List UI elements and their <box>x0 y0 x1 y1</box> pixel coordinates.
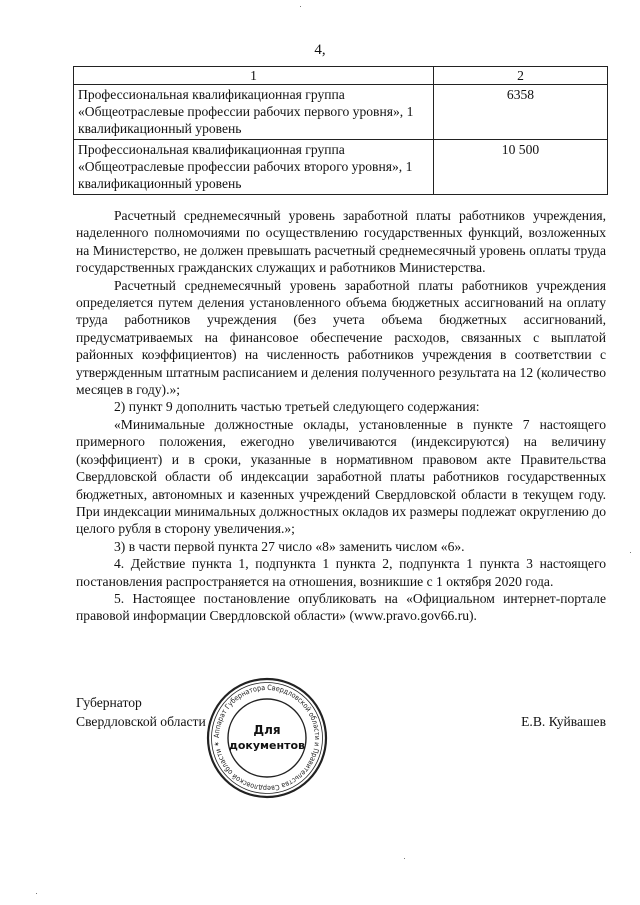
signatory-position-line: Свердловской области <box>76 714 206 729</box>
scan-speck <box>36 893 37 894</box>
table-header-col-2: 2 <box>434 67 608 85</box>
table-cell-group: Профессиональная квалификационная группа «Общеотраслевые профессии рабочих второго уровня», 1 квалификационный уровень <box>74 140 434 195</box>
paragraph: «Минимальные должностные оклады, установленные в пункте 7 настоящего примерного положения, ежегодно увеличиваются (индексируются) на величину (коэффициент) и в сроки, указанные в нормативном правовом акте Правительства Свердловской области об индексации заработной платы работников государственных бюджетных, автономных и казенных учреждений Свердловской области в текущем году. При индексации минимальных должностных окладов их размеры подлежат округлению до целого рубля в сторону увеличения.»; <box>76 416 606 537</box>
page-number: 4, <box>314 42 326 58</box>
stamp-center-line-1: Для <box>253 723 281 737</box>
paragraph: Расчетный среднемесячный уровень заработной платы работников учреждения определяется путем деления установленного объема бюджетных ассигнований на оплату труда работников учреждения (без учета объема бюджетных ассигнований, предусматриваемых на финансовое обеспечение расходов, связанных с выплатой районных коэффициентов) на численность работников учреждения в соответствии с утвержденным штатным расписанием и деления полученного результата на 12 (количество месяцев в году).»; <box>76 277 606 398</box>
table-row <box>74 140 608 195</box>
scan-speck <box>630 552 631 553</box>
scan-speck <box>404 858 405 859</box>
table-header-col-1: 1 <box>74 67 434 85</box>
signatory-position-line: Губернатор <box>76 695 142 710</box>
table-row <box>74 85 608 140</box>
salary-table <box>73 66 608 195</box>
stamp-center-line-2: документов <box>228 739 306 752</box>
paragraph: 4. Действие пункта 1, подпункта 1 пункта 2, подпункта 1 пункта 3 настоящего постановления распространяется на отношения, возникшие с 1 октября 2020 года. <box>76 556 606 589</box>
table-cell-group: Профессиональная квалификационная группа «Общеотраслевые профессии рабочих первого уровня», 1 квалификационный уровень <box>74 85 434 140</box>
table-cell-value: 6358 <box>434 85 608 140</box>
stamp-ring-text-path: Аппарат Губернатора Свердловской области и Правительства Свердловской области ✶ <box>211 682 323 794</box>
paragraph: 3) в части первой пункта 27 число «8» заменить числом «6». <box>114 538 465 554</box>
stamp-center-ring <box>228 699 306 777</box>
scan-speck <box>300 6 301 7</box>
table-header-row <box>74 67 608 85</box>
table-cell-value: 10 500 <box>434 140 608 195</box>
stamp-outer-ring <box>208 679 326 797</box>
paragraph: 2) пункт 9 дополнить частью третьей следующего содержания: <box>114 399 480 415</box>
official-stamp <box>205 676 329 800</box>
signatory-position <box>76 693 206 731</box>
signatory-name: Е.В. Куйвашев <box>521 714 606 729</box>
document-body <box>76 207 606 625</box>
paragraph: Расчетный среднемесячный уровень заработной платы работников учреждения, наделенного полномочиями по осуществлению государственных функций, возложенных на Министерство, не должен превышать расчетный среднемесячный уровень оплаты труда государственных гражданских служащих и работников Министерства. <box>76 208 606 276</box>
paragraph: 5. Настоящее постановление опубликовать на «Официальном интернет-портале правовой информации Свердловской области» (www.pravo.gov66.ru). <box>76 590 606 624</box>
